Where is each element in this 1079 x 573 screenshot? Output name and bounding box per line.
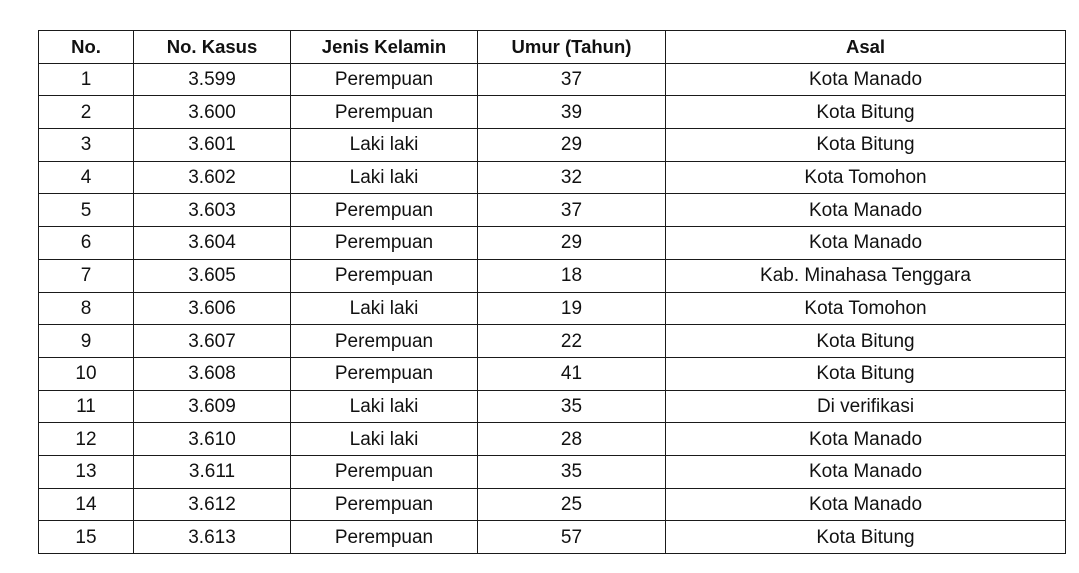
cell-no: 7 [39, 259, 134, 292]
table-row [39, 259, 1066, 292]
cell-no: 12 [39, 423, 134, 456]
cell-jenis-kelamin: Perempuan [291, 194, 478, 227]
table-row [39, 423, 1066, 456]
cell-asal: Kota Tomohon [666, 161, 1066, 194]
cell-asal: Kota Tomohon [666, 292, 1066, 325]
cell-no: 13 [39, 455, 134, 488]
table-row [39, 325, 1066, 358]
cell-jenis-kelamin: Perempuan [291, 357, 478, 390]
cell-no-kasus: 3.600 [134, 96, 291, 129]
cell-umur: 18 [478, 259, 666, 292]
cell-jenis-kelamin: Laki laki [291, 292, 478, 325]
table-row [39, 488, 1066, 521]
cell-jenis-kelamin: Laki laki [291, 129, 478, 162]
table-row [39, 161, 1066, 194]
cell-no: 11 [39, 390, 134, 423]
cell-asal: Kota Manado [666, 63, 1066, 96]
table-row [39, 390, 1066, 423]
cell-no-kasus: 3.601 [134, 129, 291, 162]
table-header-row [39, 31, 1066, 64]
cell-umur: 19 [478, 292, 666, 325]
header-umur: Umur (Tahun) [478, 31, 666, 64]
cell-jenis-kelamin: Perempuan [291, 325, 478, 358]
cell-no-kasus: 3.605 [134, 259, 291, 292]
cell-asal: Kab. Minahasa Tenggara [666, 259, 1066, 292]
case-table-container [38, 30, 1066, 554]
cell-jenis-kelamin: Perempuan [291, 488, 478, 521]
cell-no-kasus: 3.599 [134, 63, 291, 96]
table-row [39, 63, 1066, 96]
table-row [39, 357, 1066, 390]
header-asal: Asal [666, 31, 1066, 64]
cell-no-kasus: 3.610 [134, 423, 291, 456]
cell-no-kasus: 3.606 [134, 292, 291, 325]
cell-asal: Kota Bitung [666, 521, 1066, 554]
cell-jenis-kelamin: Perempuan [291, 63, 478, 96]
cell-asal: Di verifikasi [666, 390, 1066, 423]
cell-no: 10 [39, 357, 134, 390]
cell-jenis-kelamin: Laki laki [291, 423, 478, 456]
cell-no: 2 [39, 96, 134, 129]
header-no-kasus: No. Kasus [134, 31, 291, 64]
case-table [38, 30, 1066, 554]
cell-asal: Kota Manado [666, 455, 1066, 488]
table-row [39, 292, 1066, 325]
cell-jenis-kelamin: Laki laki [291, 161, 478, 194]
cell-no: 9 [39, 325, 134, 358]
table-row [39, 455, 1066, 488]
cell-jenis-kelamin: Perempuan [291, 521, 478, 554]
cell-no-kasus: 3.608 [134, 357, 291, 390]
cell-jenis-kelamin: Laki laki [291, 390, 478, 423]
table-row [39, 129, 1066, 162]
cell-no: 14 [39, 488, 134, 521]
cell-umur: 29 [478, 129, 666, 162]
header-no: No. [39, 31, 134, 64]
table-row [39, 227, 1066, 260]
table-row [39, 96, 1066, 129]
table-row [39, 194, 1066, 227]
cell-umur: 57 [478, 521, 666, 554]
cell-asal: Kota Bitung [666, 357, 1066, 390]
cell-umur: 29 [478, 227, 666, 260]
cell-no: 4 [39, 161, 134, 194]
cell-no-kasus: 3.613 [134, 521, 291, 554]
cell-asal: Kota Manado [666, 227, 1066, 260]
header-jenis-kelamin: Jenis Kelamin [291, 31, 478, 64]
cell-asal: Kota Bitung [666, 129, 1066, 162]
cell-umur: 25 [478, 488, 666, 521]
table-body [39, 63, 1066, 553]
cell-umur: 28 [478, 423, 666, 456]
cell-no: 8 [39, 292, 134, 325]
cell-no: 6 [39, 227, 134, 260]
cell-umur: 35 [478, 455, 666, 488]
cell-umur: 41 [478, 357, 666, 390]
cell-no: 15 [39, 521, 134, 554]
cell-jenis-kelamin: Perempuan [291, 259, 478, 292]
cell-no: 3 [39, 129, 134, 162]
cell-umur: 22 [478, 325, 666, 358]
cell-jenis-kelamin: Perempuan [291, 227, 478, 260]
cell-jenis-kelamin: Perempuan [291, 455, 478, 488]
table-row [39, 521, 1066, 554]
cell-umur: 32 [478, 161, 666, 194]
cell-umur: 37 [478, 63, 666, 96]
cell-no: 1 [39, 63, 134, 96]
cell-asal: Kota Bitung [666, 96, 1066, 129]
cell-jenis-kelamin: Perempuan [291, 96, 478, 129]
cell-asal: Kota Manado [666, 194, 1066, 227]
cell-no: 5 [39, 194, 134, 227]
cell-asal: Kota Manado [666, 423, 1066, 456]
cell-no-kasus: 3.604 [134, 227, 291, 260]
cell-no-kasus: 3.609 [134, 390, 291, 423]
cell-umur: 37 [478, 194, 666, 227]
cell-umur: 35 [478, 390, 666, 423]
cell-asal: Kota Manado [666, 488, 1066, 521]
cell-umur: 39 [478, 96, 666, 129]
cell-no-kasus: 3.602 [134, 161, 291, 194]
cell-no-kasus: 3.603 [134, 194, 291, 227]
cell-no-kasus: 3.612 [134, 488, 291, 521]
cell-no-kasus: 3.607 [134, 325, 291, 358]
cell-no-kasus: 3.611 [134, 455, 291, 488]
cell-asal: Kota Bitung [666, 325, 1066, 358]
